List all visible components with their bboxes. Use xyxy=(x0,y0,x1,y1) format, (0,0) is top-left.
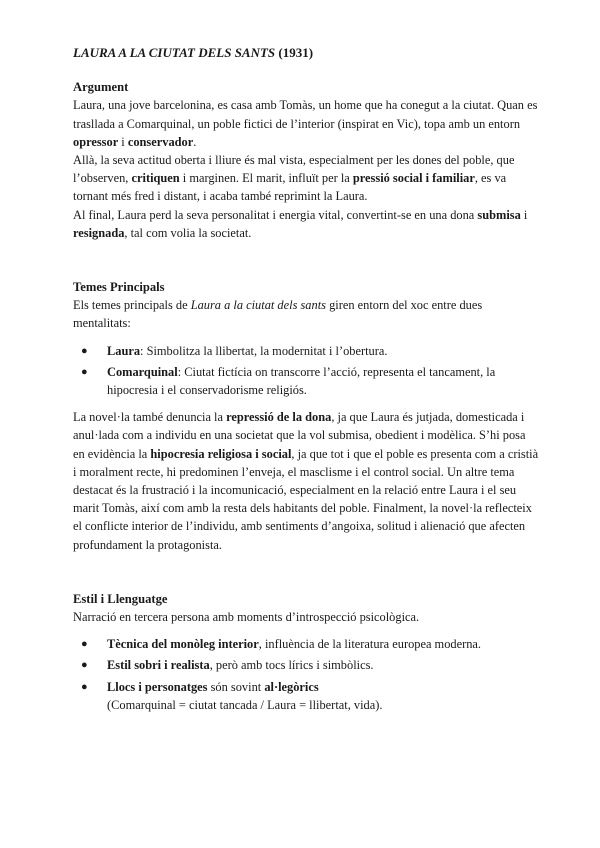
argument-p2-run: Allà, la seva actitud oberta i lliure és mal vista, especialment per les dones del poble, que l’observen, xyxy=(73,153,515,186)
argument-paragraph-3 xyxy=(73,206,540,242)
themes-intro-a: Els temes principals de xyxy=(73,298,191,313)
title-year: (1931) xyxy=(275,45,314,60)
themes-p-bold: repressió de la dona xyxy=(226,410,332,425)
argument-paragraph-1 xyxy=(73,96,540,151)
argument-p1-run: i xyxy=(118,134,128,149)
list-item-text-2: (Comarquinal = ciutat tancada / Laura = llibertat, vida). xyxy=(107,697,383,712)
list-item xyxy=(81,342,540,360)
argument-p2-bold: pressió social i familiar xyxy=(352,171,475,186)
argument-p3-bold: submisa xyxy=(477,207,521,222)
section-argument xyxy=(73,78,540,242)
argument-paragraph-2 xyxy=(73,151,540,206)
argument-p2-run: , es va tornant més fred i distant, i acaba també reprimint la Laura. xyxy=(73,171,507,204)
bullet-icon: ● xyxy=(81,680,88,693)
list-item-text: són sovint xyxy=(207,679,265,694)
list-item xyxy=(81,363,540,399)
themes-intro-b: giren entorn del xoc entre dues mentalitats: xyxy=(73,298,483,331)
list-item-term: Laura xyxy=(107,343,141,358)
argument-p3-run: , tal com volia la societat. xyxy=(124,225,252,240)
list-item-term: Tècnica del monòleg interior xyxy=(107,637,259,652)
themes-intro xyxy=(73,296,540,332)
argument-heading: Argument xyxy=(73,80,129,95)
list-item xyxy=(81,678,540,714)
argument-p1-run: . xyxy=(193,134,197,149)
themes-paragraph xyxy=(73,408,540,554)
style-list xyxy=(73,635,540,714)
list-item xyxy=(81,635,540,653)
list-item-term: Estil sobri i realista xyxy=(107,658,210,673)
style-heading: Estil i Llenguatge xyxy=(73,591,168,606)
argument-p1-bold: conservador xyxy=(127,134,194,149)
list-item-term: Llocs i personatges xyxy=(107,679,208,694)
themes-heading: Temes Principals xyxy=(73,280,165,295)
section-themes xyxy=(73,278,540,554)
list-item-text: : Ciutat fictícia on transcorre l’acció, representa el tancament, la hipocresia i el conservadorisme religiós. xyxy=(107,364,496,398)
list-item-text: , però amb tocs lírics i simbòlics. xyxy=(209,658,374,673)
themes-p-run: , ja que Laura és jutjada, domesticada i anul·lada com a individu en una societat que la vol submisa, obedient i modèlica. S’hi posa en evidència la xyxy=(73,410,526,461)
bullet-icon: ● xyxy=(81,344,88,357)
themes-p-run: La novel·la també denuncia la xyxy=(73,410,227,425)
list-item xyxy=(81,656,540,674)
argument-p2-bold: critiquen xyxy=(131,171,180,186)
list-item-term-2: al·legòrics xyxy=(264,679,319,694)
list-item-text: : Simbolitza la llibertat, la modernitat i l’obertura. xyxy=(140,343,388,358)
bullet-icon: ● xyxy=(81,365,88,378)
argument-p3-bold: resignada xyxy=(73,225,125,240)
title-italic: LAURA A LA CIUTAT DELS SANTS xyxy=(73,45,276,60)
themes-intro-title: Laura a la ciutat dels sants xyxy=(190,298,326,313)
list-item-text: , influència de la literatura europea moderna. xyxy=(258,637,481,652)
themes-p-bold: hipocresia religiosa i social xyxy=(150,446,292,461)
argument-p3-run: i xyxy=(520,207,528,222)
argument-p1-bold: opressor xyxy=(73,134,119,149)
bullet-icon: ● xyxy=(81,638,88,651)
style-intro: Narració en tercera persona amb moments d’introspecció psicològica. xyxy=(73,610,420,625)
argument-p2-run: i marginen. El marit, influït per la xyxy=(179,171,353,186)
argument-p3-run: Al final, Laura perd la seva personalitat i energia vital, convertint-se en una dona xyxy=(73,207,478,222)
document-title xyxy=(73,44,540,62)
argument-p1-run: Laura, una jove barcelonina, es casa amb Tomàs, un home que ha conegut a la ciutat. Quan es trasllada a Comarquinal, un poble fictici de l’interior (inspirat en Vic), topa amb un entorn xyxy=(73,98,538,131)
section-style xyxy=(73,590,540,714)
list-item-term: Comarquinal xyxy=(107,364,178,379)
themes-p-run: , ja que tot i que el poble es presenta com a cristià i moralment recte, hi predominen l’enveja, el masclisme i el control social. Un altre tema destacat és la frustració i la incomunicació, especialment en la relació entre Laura i el seu marit Tomàs, així com amb la resta dels habitants del poble. Finalment, la novel·la reflecteix el conflicte interior de l’individu, amb sentiments d’angoixa, solitud i alienació que afecten profundament la protagonista. xyxy=(73,446,539,552)
bullet-icon: ● xyxy=(81,659,88,672)
themes-list xyxy=(73,342,540,400)
